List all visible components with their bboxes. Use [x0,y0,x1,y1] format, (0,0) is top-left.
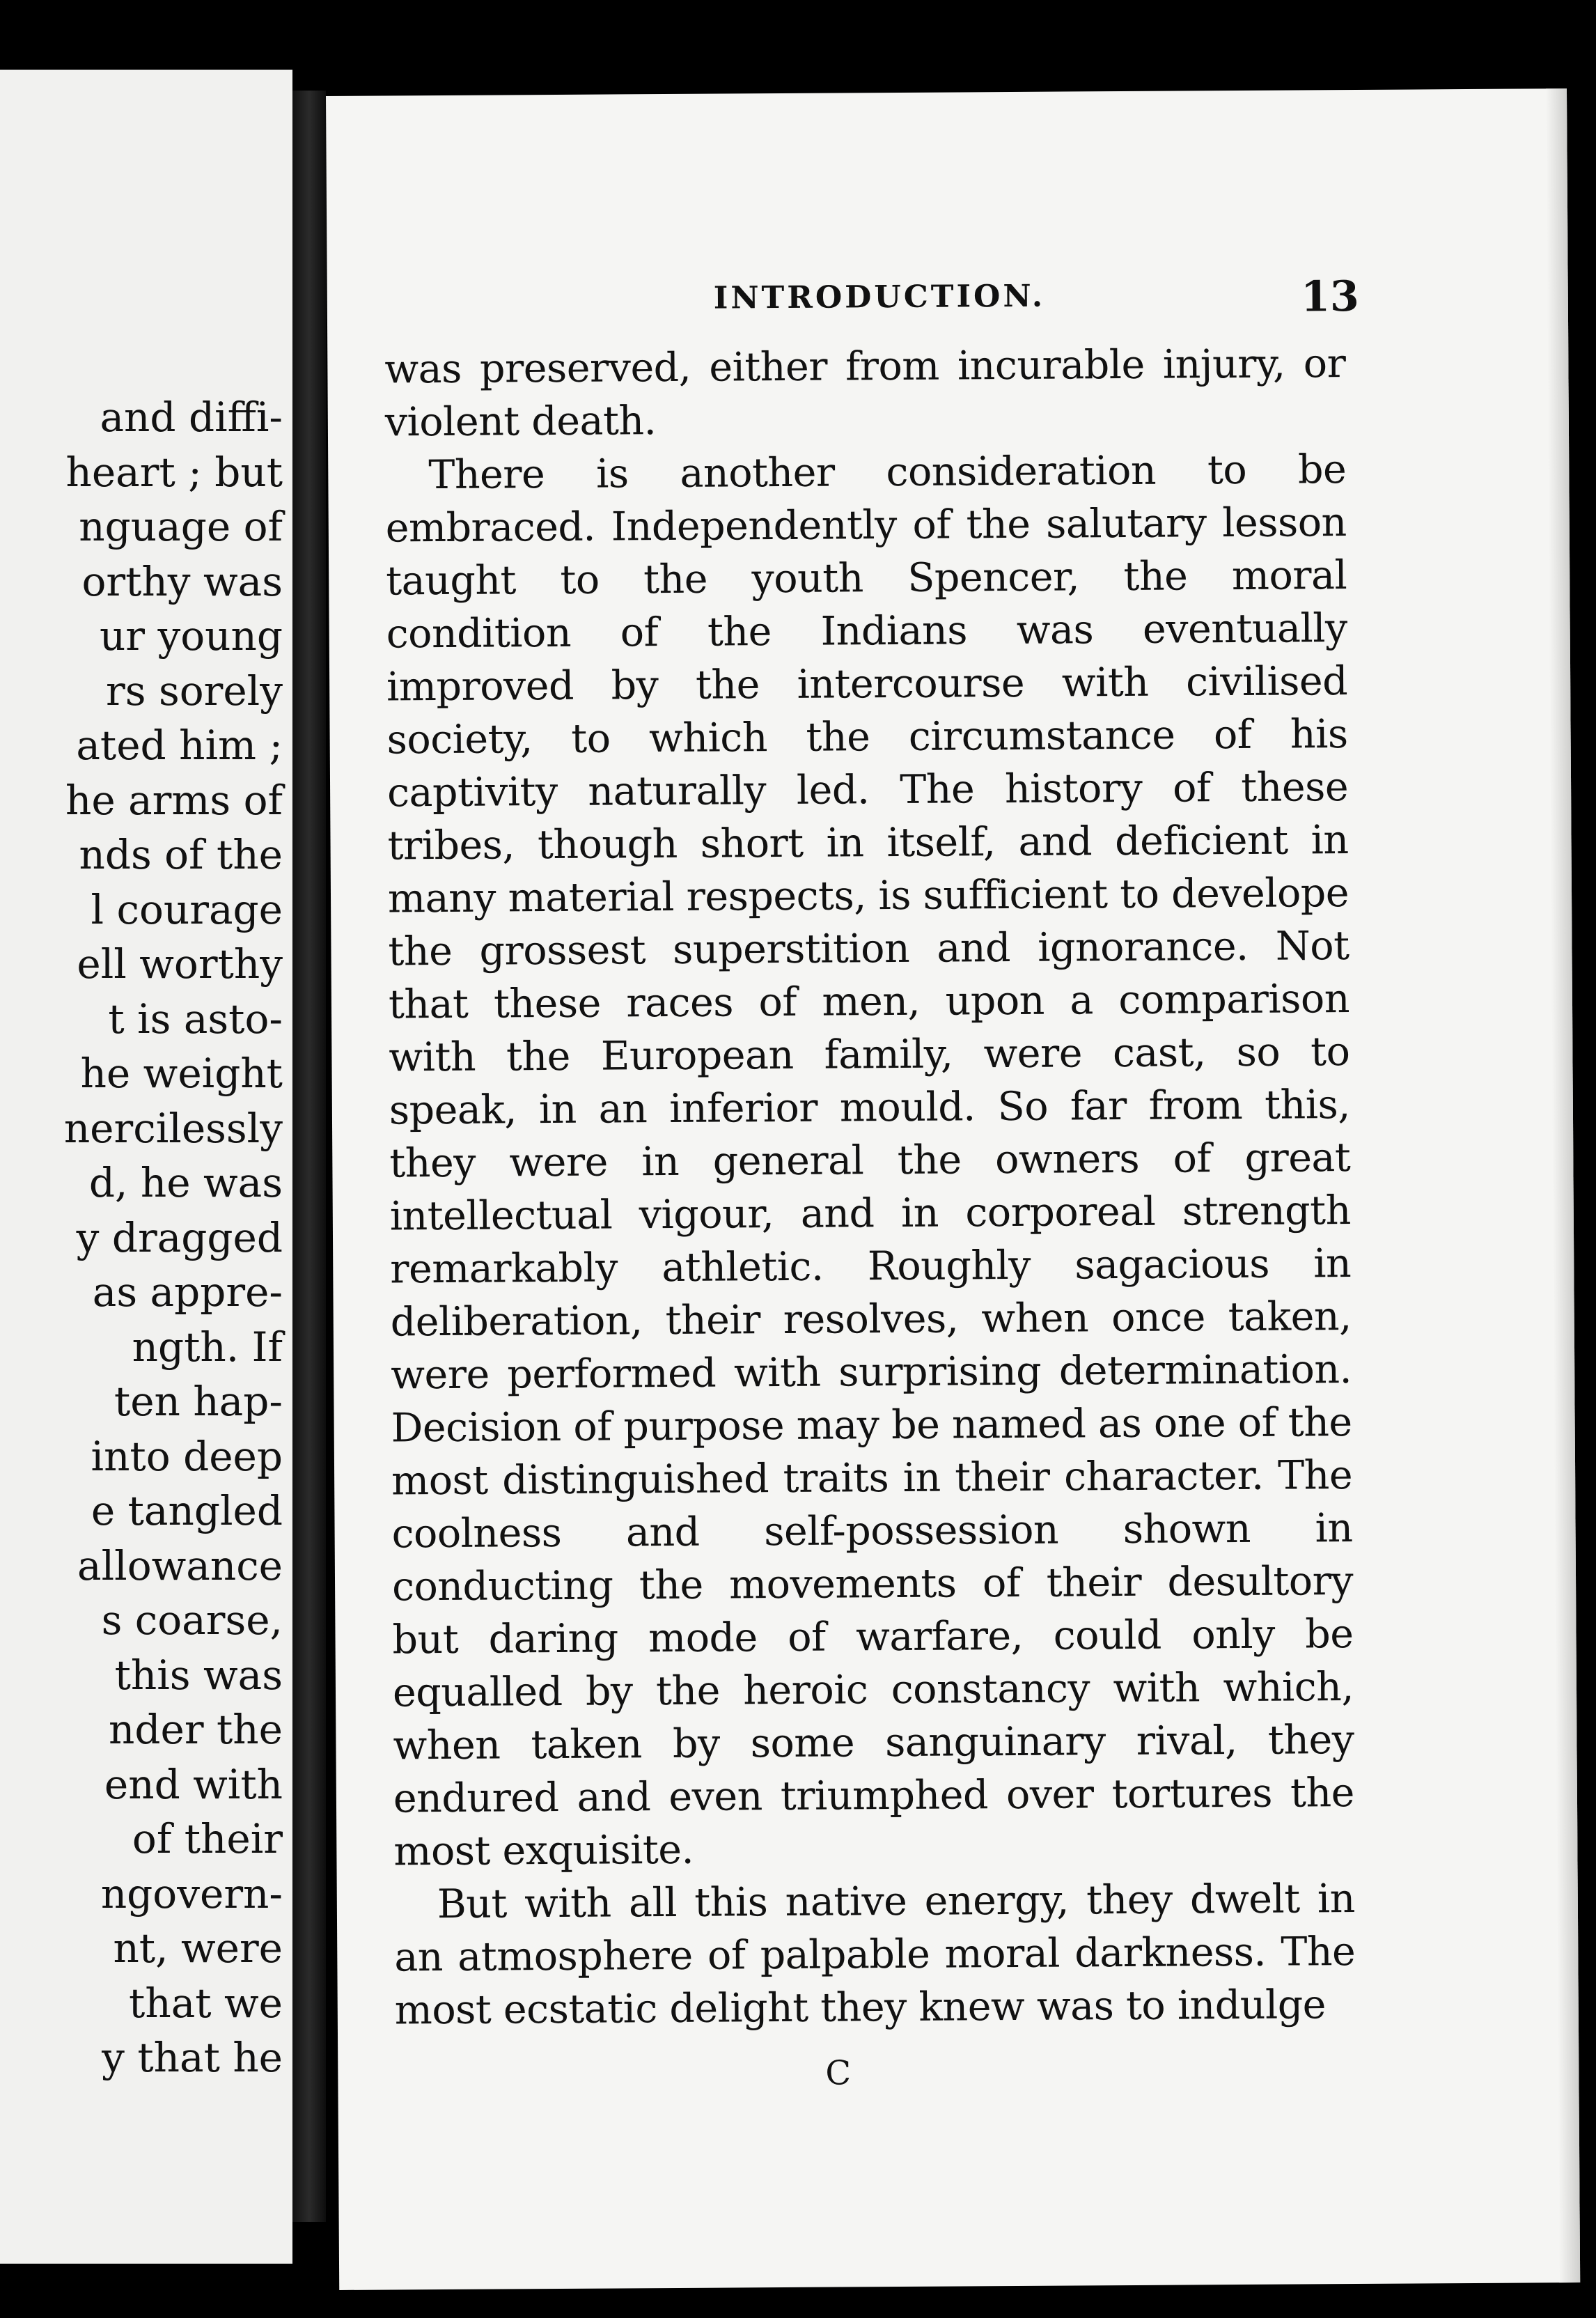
left-page-line: orthy was [81,557,283,605]
left-page-line: y that he [102,2034,283,2081]
left-page-line: ngovern- [100,1869,283,1918]
left-page-line: nercilessly [63,1104,283,1152]
left-page-line: l courage [91,885,283,933]
left-page-line: nguage of [79,503,283,550]
left-page-line: ur young [99,612,283,660]
body-text [384,337,1356,2037]
left-page-line: ten hap- [114,1378,283,1425]
left-page [0,70,292,2264]
left-page-line: e tangled [91,1487,283,1534]
left-page-line: he arms of [65,776,283,824]
left-page-line: ngth. If [132,1323,283,1371]
left-page-line: t is asto- [108,995,283,1043]
paragraph: But with all this native energy, they dwelt in an atmosphere of palpable moral darkness. The most ecstatic delight they knew was to indulge [394,1876,1356,2034]
left-page-line: as appre- [92,1268,283,1316]
paragraph: was preserved, either from incurable injury, or violent death. [384,341,1346,446]
paragraph: There is another consideration to be embraced. Independently of the salutary lesson taught to the youth Spencer, the moral condition of the Indians was eventually improved by the intercourse with civilised society, to which the circumstance of his captivity naturally led. The history of these tribes, though short in itself, and deficient in many material respects, is sufficient to develope the grossest superstition and ignorance. Not that these races of men, upon a comparison with the European family, were cast, so to speak, in an inferior mould. So far from this, they were in general the owners of great intellectual vigour, and in corporeal strength remarkably athletic. Roughly sagacious in deliberation, their resolves, when once taken, were performed with surprising determination. Decision of purpose may be named as one of the most distinguished traits in their character. The coolness and self-possession shown in conducting the movements of their desultory but daring mode of warfare, could only be equalled by the heroic constancy with which, when taken by some sanguinary rival, they endured and even triumphed over tortures the most exquisite. [385,446,1355,1875]
left-page-line: allowance [77,1541,283,1589]
left-page-line: ated him ; [76,722,283,769]
page-header [327,271,1568,334]
left-page-line: he weight [80,1050,283,1097]
left-page-line: rs sorely [106,667,283,715]
book-gutter [292,91,326,2222]
left-page-line: this was [114,1651,283,1699]
left-page-line: s coarse, [101,1596,283,1644]
left-page-line: nds of the [79,831,283,878]
right-page [326,88,1580,2290]
left-page-line: nder the [109,1706,283,1753]
running-head: INTRODUCTION. [713,278,1046,316]
left-page-text [64,390,283,2085]
left-page-line: that we [129,1979,283,2027]
left-page-line: end with [104,1760,283,1808]
left-page-line: of their [132,1815,283,1862]
left-page-line: d, he was [88,1159,283,1206]
signature-mark: C [825,2053,852,2093]
page-number: 13 [1301,272,1360,322]
left-page-line: ell worthy [77,940,283,988]
left-page-line: heart ; but [65,448,283,496]
left-page-line: into deep [91,1432,283,1480]
left-page-line: y dragged [76,1213,283,1261]
left-page-line: and diffi- [100,394,283,441]
left-page-line: nt, were [113,1924,283,1972]
